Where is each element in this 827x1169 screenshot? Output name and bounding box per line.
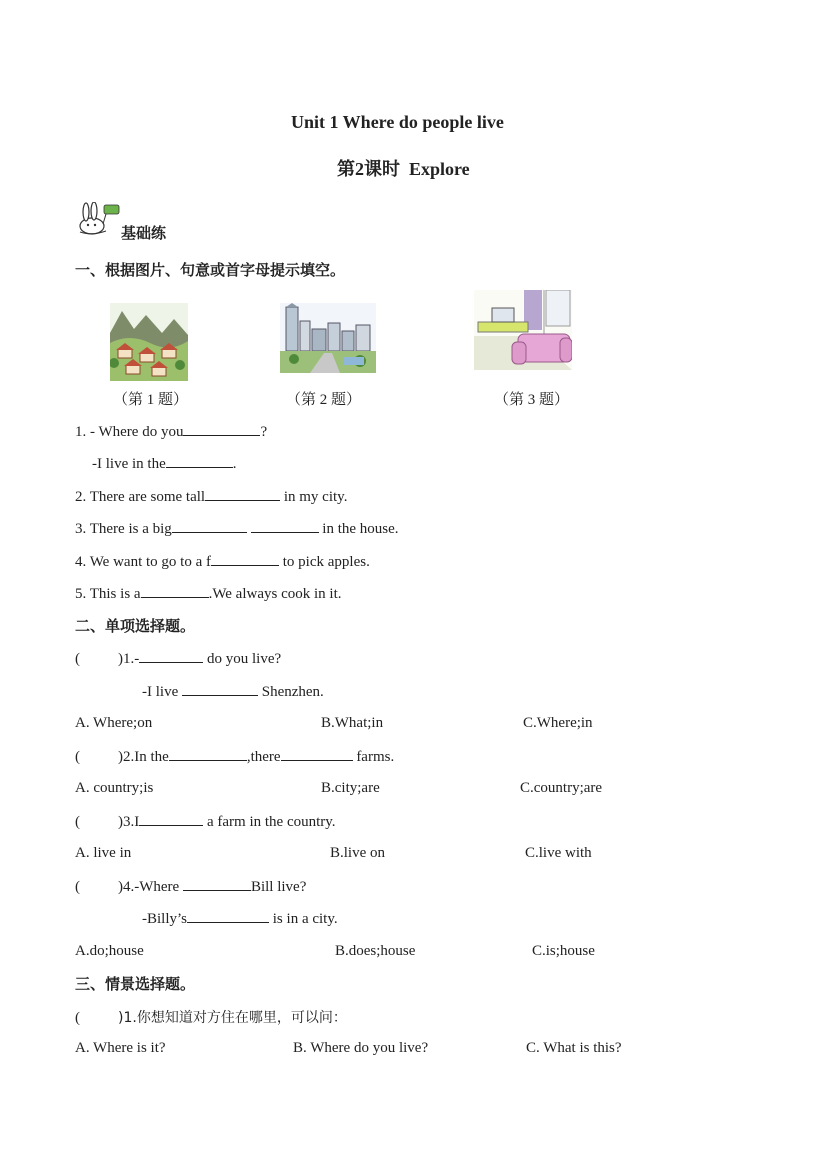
answer-blank[interactable]	[183, 878, 251, 891]
caption-q1: （第 1 题）	[113, 392, 189, 408]
part2-heading: 二、单项选择题。	[75, 617, 196, 635]
choice-q3: ( )3.I a farm in the country.	[75, 814, 336, 830]
answer-blank[interactable]	[183, 423, 260, 436]
section-basic-label: 基础练	[121, 224, 167, 242]
fill-item-1-answer: -I live in the .	[92, 456, 237, 472]
choice-q1: ( )1.- do you live?	[75, 651, 282, 667]
answer-blank[interactable]	[205, 488, 280, 501]
fill-item-2: 2. There are some tall in my city.	[75, 489, 348, 505]
fill-item-1: 1. - Where do you ?	[75, 424, 268, 440]
answer-blank[interactable]	[141, 585, 209, 598]
scenario-q1: ( )1.你想知道对方住在哪里，可以问：	[75, 1010, 347, 1026]
option-a[interactable]: A. Where;on	[75, 715, 153, 731]
option-c[interactable]: C. What is this?	[526, 1040, 622, 1056]
part1-heading: 一、根据图片、句意或首字母提示填空。	[75, 261, 346, 279]
answer-blank[interactable]	[172, 520, 247, 533]
countryside-village-image	[110, 303, 188, 381]
answer-blank[interactable]	[182, 683, 258, 696]
fill-item-3: 3. There is a big in the house.	[75, 521, 399, 537]
lesson-subtitle: 第2课时 Explore	[337, 159, 470, 179]
option-c[interactable]: C.country;are	[520, 780, 603, 796]
answer-blank[interactable]	[187, 910, 269, 923]
city-buildings-image	[280, 303, 376, 373]
fill-item-5: 5. This is a .We always cook in it.	[75, 586, 342, 602]
choice-q1-answer: -I live Shenzhen.	[142, 684, 324, 700]
answer-blank[interactable]	[139, 650, 203, 663]
option-c[interactable]: C.is;house	[532, 943, 595, 959]
option-a[interactable]: A. Where is it?	[75, 1040, 166, 1056]
option-b[interactable]: B.city;are	[321, 780, 380, 796]
option-b[interactable]: B. Where do you live?	[293, 1040, 429, 1056]
option-b[interactable]: B.live on	[330, 845, 385, 861]
answer-blank[interactable]	[211, 553, 279, 566]
answer-blank[interactable]	[281, 748, 353, 761]
option-c[interactable]: C.live with	[525, 845, 592, 861]
fill-item-4: 4. We want to go to a f to pick apples.	[75, 554, 370, 570]
choice-q2: ( )2.In the ,there farms.	[75, 749, 395, 765]
caption-q3: （第 3 题）	[494, 392, 570, 408]
part3-heading: 三、情景选择题。	[75, 975, 196, 993]
choice-q4-answer: -Billy’s is in a city.	[142, 911, 338, 927]
rabbit-mascot-icon	[76, 202, 120, 236]
option-a[interactable]: A.do;house	[75, 943, 144, 959]
option-b[interactable]: B.does;house	[335, 943, 416, 959]
answer-blank[interactable]	[169, 748, 247, 761]
choice-q4: ( )4.-Where Bill live?	[75, 879, 307, 895]
page-title: Unit 1 Where do people live	[291, 112, 504, 132]
option-a[interactable]: A. country;is	[75, 780, 154, 796]
option-b[interactable]: B.What;in	[321, 715, 384, 731]
answer-blank[interactable]	[251, 520, 319, 533]
living-room-image	[474, 290, 572, 370]
option-a[interactable]: A. live in	[75, 845, 132, 861]
caption-q2: （第 2 题）	[286, 392, 362, 408]
option-c[interactable]: C.Where;in	[523, 715, 593, 731]
answer-blank[interactable]	[166, 455, 233, 468]
answer-blank[interactable]	[139, 813, 203, 826]
